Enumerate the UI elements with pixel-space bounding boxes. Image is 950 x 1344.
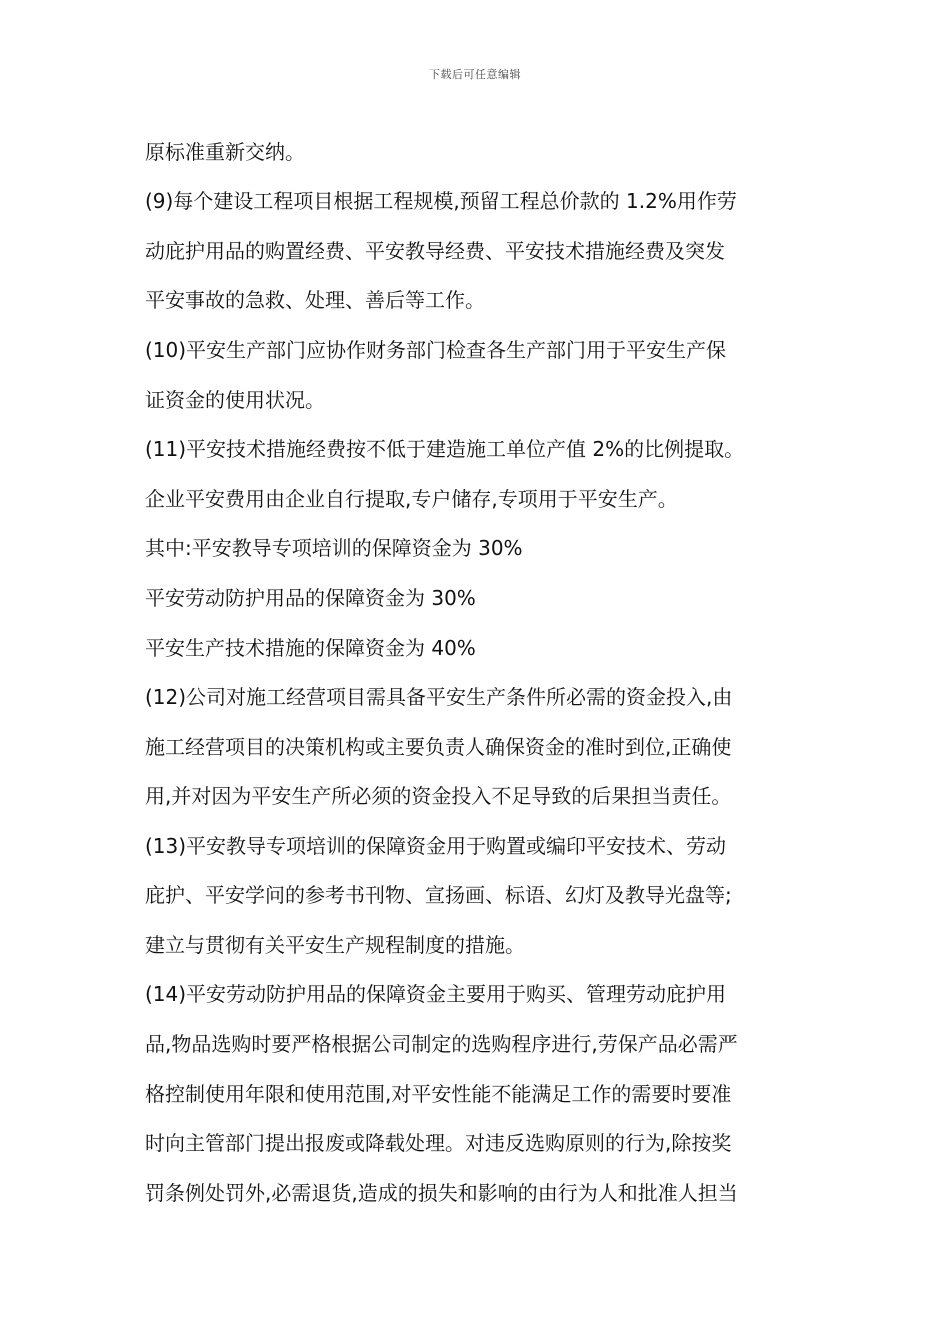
text-line: (12)公司对施工经营项目需具备平安生产条件所必需的资金投入,由 <box>145 685 733 709</box>
text-line: (13)平安教导专项培训的保障资金用于购置或编印平安技术、劳动 <box>145 834 727 858</box>
text-line: 时向主管部门提出报废或降载处理。对违反选购原则的行为,除按奖 <box>145 1131 732 1155</box>
text-line: (9)每个建设工程项目根据工程规模,预留工程总价款的 1.2%用作劳 <box>145 189 737 213</box>
text-line: (14)平安劳动防护用品的保障资金主要用于购买、管理劳动庇护用 <box>145 982 727 1006</box>
text-line: 格控制使用年限和使用范围,对平安性能不能满足工作的需要时要准 <box>145 1082 732 1106</box>
text-line: 建立与贯彻有关平安生产规程制度的措施。 <box>145 933 525 957</box>
text-line: 平安生产技术措施的保障资金为 40% <box>145 636 476 660</box>
text-line: 用,并对因为平安生产所必须的资金投入不足导致的后果担当责任。 <box>145 784 732 808</box>
text-line: 原标准重新交纳。 <box>145 140 305 164</box>
text-line: 动庇护用品的购置经费、平安教导经费、平安技术措施经费及突发 <box>145 239 725 263</box>
text-line: 其中:平安教导专项培训的保障资金为 30% <box>145 536 523 560</box>
text-line: 企业平安费用由企业自行提取,专户储存,专项用于平安生产。 <box>145 487 678 511</box>
text-line: 罚条例处罚外,必需退货,造成的损失和影响的由行为人和批准人担当 <box>145 1181 738 1205</box>
text-line: 品,物品选购时要严格根据公司制定的选购程序进行,劳保产品必需严 <box>145 1032 738 1056</box>
text-line: (10)平安生产部门应协作财务部门检查各生产部门用于平安生产保 <box>145 338 727 362</box>
page-header: 下载后可任意编辑 <box>429 68 521 81</box>
text-line: (11)平安技术措施经费按不低于建造施工单位产值 2%的比例提取。 <box>145 437 745 461</box>
text-line: 平安事故的急救、处理、善后等工作。 <box>145 288 485 312</box>
text-line: 施工经营项目的决策机构或主要负责人确保资金的准时到位,正确使 <box>145 735 732 759</box>
text-line: 庇护、平安学问的参考书刊物、宣扬画、标语、幻灯及教导光盘等; <box>145 883 732 907</box>
text-line: 平安劳动防护用品的保障资金为 30% <box>145 586 476 610</box>
text-line: 证资金的使用状况。 <box>145 388 325 412</box>
